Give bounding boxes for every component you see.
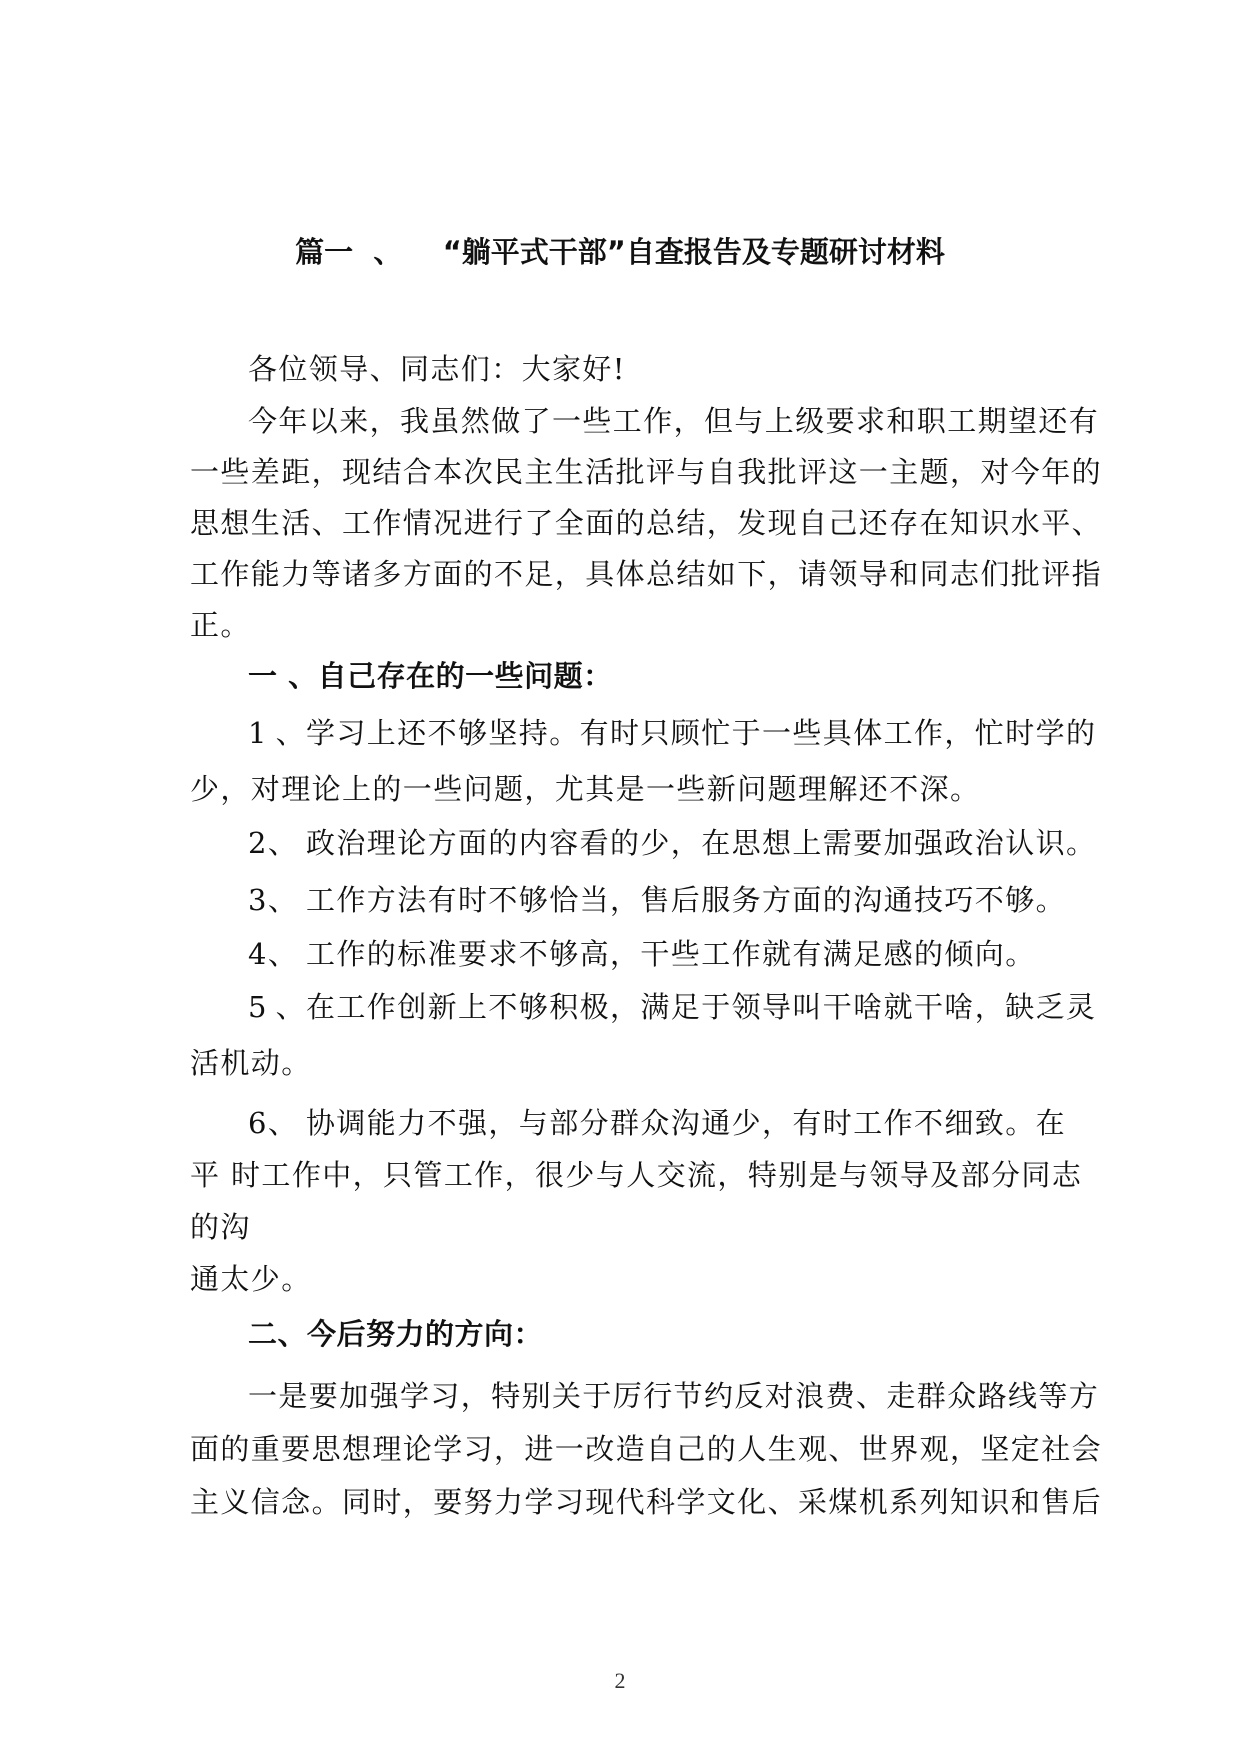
item-5-line-2: 活机动。 [190,1046,312,1080]
intro-line-3: 思想生活、工作情况进行了全面的总结，发现自己还存在知识水平、 [190,506,1103,540]
item-5-line-1 [248,987,1097,1027]
item-6-line-1 [248,1103,1067,1143]
intro-line-2: 一些差距，现结合本次民主生活批评与自我批评这一主题，对今年的 [190,455,1103,489]
document-title: 篇一 、 “躺平式干部”自查报告及专题研讨材料 [295,235,945,269]
section-2-heading: 二、今后努力的方向： [248,1317,544,1351]
item-2-number: 2、 [248,826,299,860]
item-5-text: 在工作创新上不够积极，满足于领导叫干啥就干啥，缺乏灵 [306,990,1097,1024]
item-4-line-1 [248,934,1060,974]
greeting: 各位领导、同志们：大家好! [248,352,626,386]
item-1-line-1 [248,713,1097,753]
item-1-line-2: 少，对理论上的一些问题，尤其是一些新问题理解还不深。 [190,772,981,806]
item-4-number: 4、 [248,937,299,971]
section-2-line-2: 面的重要思想理论学习，进一改造自己的人生观、世界观，坚定社会 [190,1432,1103,1466]
intro-line-5: 正。 [190,608,251,642]
intro-line-1: 今年以来，我虽然做了一些工作，但与上级要求和职工期望还有 [248,404,1100,438]
item-1-number: 1、 [248,716,306,750]
item-6-line-3: 的沟 [190,1210,251,1244]
item-6-number: 6、 [248,1106,299,1140]
section-1-heading: 一 、自己存在的一些问题： [248,659,613,693]
item-2-line-1 [248,823,1097,863]
item-6-line-4: 通太少。 [190,1262,312,1296]
section-2-line-1: 一是要加强学习，特别关于厉行节约反对浪费、走群众路线等方 [248,1379,1100,1413]
section-2-line-3: 主义信念。同时，要努力学习现代科学文化、采煤机系列知识和售后 [190,1485,1103,1519]
item-5-number: 5、 [248,990,306,1024]
intro-line-4: 工作能力等诸多方面的不足，具体总结如下，请领导和同志们批评指 [190,557,1103,591]
item-4-text: 工作的标准要求不够高，干些工作就有满足感的倾向。 [306,937,1036,971]
item-3-text: 工作方法有时不够恰当，售后服务方面的沟通技巧不够。 [306,883,1067,917]
item-1-text: 学习上还不够坚持。有时只顾忙于一些具体工作，忙时学的 [306,716,1097,750]
item-2-text: 政治理论方面的内容看的少，在思想上需要加强政治认识。 [306,826,1097,860]
item-3-number: 3、 [248,883,299,917]
item-3-line-1 [248,880,1067,920]
item-6-text: 协调能力不强，与部分群众沟通少，有时工作不细致。在 [306,1106,1067,1140]
item-6-line-2: 平 时工作中，只管工作，很少与人交流，特别是与领导及部分同志 [190,1158,1083,1192]
page-number: 2 [614,1668,626,1693]
